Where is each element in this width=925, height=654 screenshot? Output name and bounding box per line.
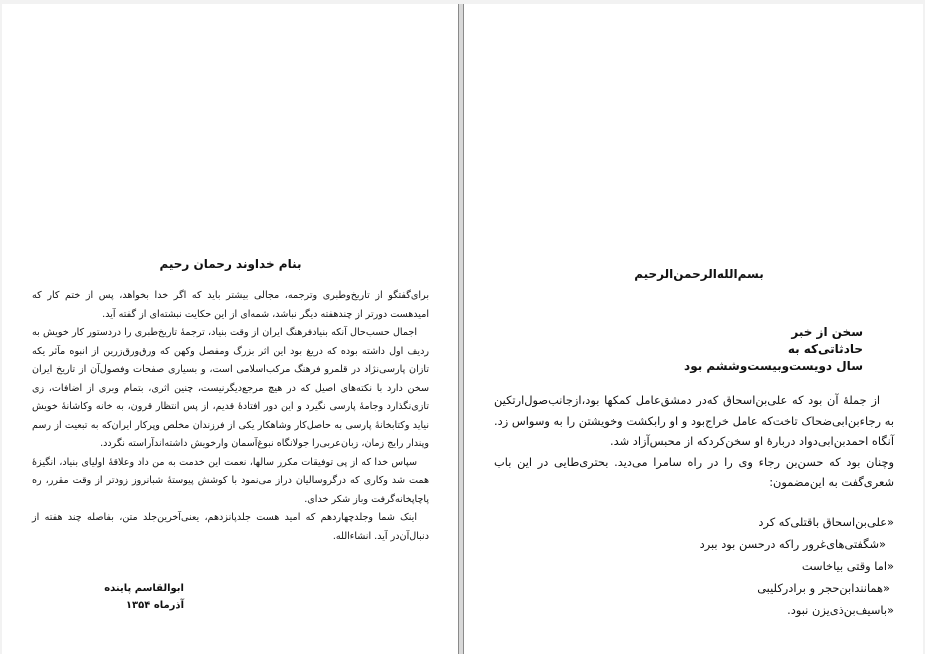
section-heading-line: سال دویست‌وبیست‌وششم بود [684,359,863,373]
section-heading [563,324,863,375]
signature-block [74,580,184,614]
left-page [2,4,459,654]
left-page-title: بنام خداوند رحمان رحیم [159,257,302,271]
section-heading-line: حادثاتی‌که به [787,342,863,356]
section-heading-line: سخن از خبر [791,325,863,339]
right-paragraph: وچنان بود که حسن‌بن رجاء وی را در راه سامرا می‌دید. بحتری‌طایی در این باب شعری‌گفت به این‌مضمون: [494,454,894,489]
poem-verses [494,511,894,621]
left-page-body [32,287,429,546]
left-paragraph: اجمال حسب‌حال آنکه بنیادفرهنگ ایران از وقت بنیاد، ترجمهٔ تاریخ‌طبری را دردستور کار خویش به ردیف اول داشته بوده که دریغ بود این اثر بزرگ ومفصل وکهن که ورق‌ورق‌زرین از انبوه مآثر یکه تازان پارسی‌نژاد در قلمرو فرهنگ مرکب‌اسلامی است، و بسیاری صفحات وفصول‌آن از تاریخ ایران سخن دارد با نکته‌های اصیل که در هیچ مرجع‌دیگرنیست، چنین اثری، بتمام وبری از اضافات، زی تازی‌نگذارد وجامهٔ پارسی نگیرد و این دور افتادهٔ قدیم، از پس انتظار قرون، به خانه وکاشانهٔ خویش نیاید وکتابخانهٔ پارسی به حاصل‌کار وشاهکار یکی از فرزندان مخلص وپرکار ایران‌که به تبعیت از رسم وپندار رایج زمان، زبان‌عربی‌را جولانگاه نبوغ‌آسمان وارخویش داشته‌اندآراسته نگردد. [32,327,429,449]
right-page-title: بسم‌الله‌الرحمن‌الرحیم [634,267,764,281]
right-page-body [494,390,894,493]
left-paragraph: اینک شما وجلدچهاردهم که امید هست جلدپانزدهم، یعنی‌آخرین‌جلد متن، بفاصله چند هفته از دنبال‌آن‌در آید. انشاءالله. [32,512,429,542]
poem-verse: «باسیف‌بن‌ذی‌یزن نبود. [787,603,894,617]
right-page [463,4,923,654]
signature-date: آذرماه ۱۳۵۴ [125,600,184,611]
poem-verse: «شگفتی‌های‌غرور راکه درحسن بود ببرد [699,537,886,551]
left-paragraph: سپاس خدا که از پی توفیقات مکرر سالها، نعمت این خدمت به من داد وعلاقهٔ اولیای بنیاد، انگیزهٔ همت شد وکاری که درگروسالیان دراز می‌نمود با کوشش پیوستهٔ شبانروز زودتر از وقت مقرر، ره پاچاپخانه‌گرفت وباز شکر خدای. [32,456,429,505]
right-paragraph: از جملهٔ آن بود که علی‌بن‌اسحاق که‌در دمشق‌عامل کمکها بود،ازجانب‌صول‌ارتکین به رجاءبن‌ابی‌ضحاک تاخت‌که عامل خراج‌بود و او رابکشت وخویشتن را به وسواس زد. آنگاه احمدبن‌ابی‌دواد دربارهٔ او سخن‌کردکه از محبس‌آزاد شد. [494,393,894,448]
poem-verse: «اما وقتی بیاخاست [801,559,894,573]
left-paragraph: برای‌گفتگو از تاریخ‌وطبری وترجمه، مجالی بیشتر باید که اگر خدا بخواهد، پس از ختم کار که امیدهست دورتر از چندهفته دیگر نباشد، شمه‌ای از این حکایت نبشته‌ای از گفته آید. [32,290,429,320]
signature-name: ابوالقاسم پاینده [104,583,184,594]
poem-verse: «علی‌بن‌اسحاق باقتلی‌که کرد [758,515,894,529]
poem-verse: «همانندابن‌حجر و برادرکلیبی [757,581,890,595]
